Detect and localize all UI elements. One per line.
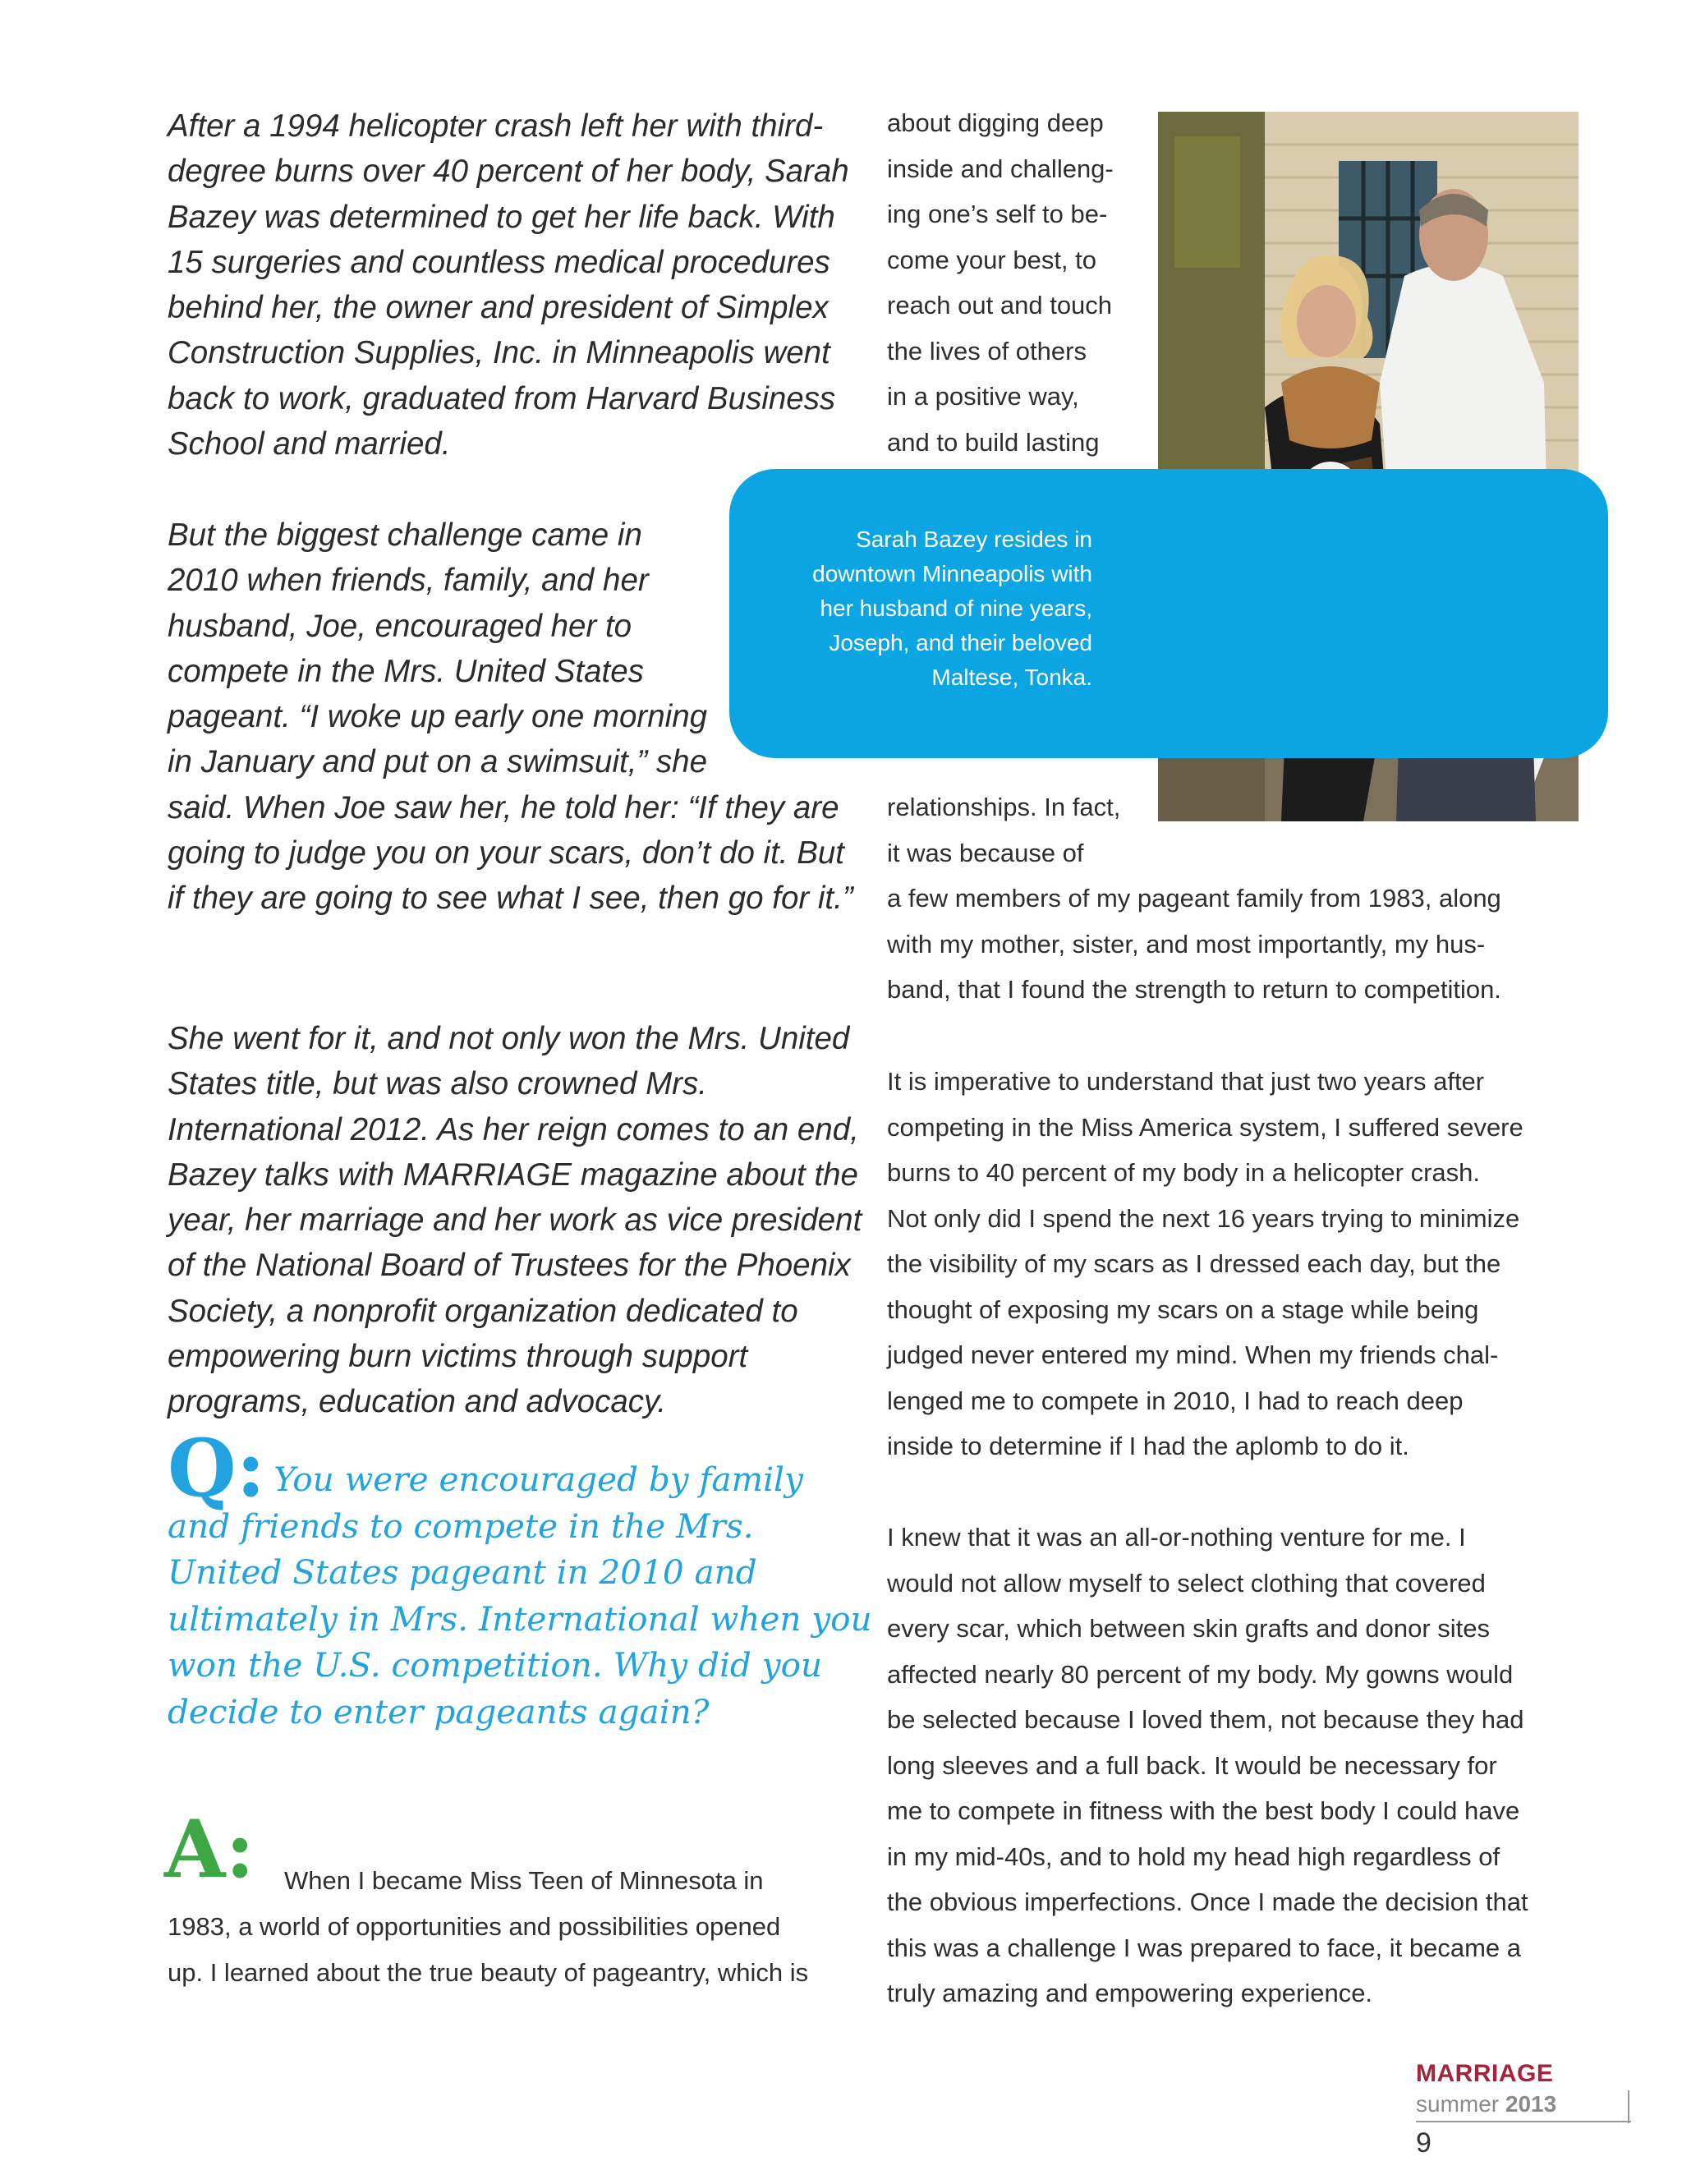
answer-p3-line: affected nearly 80 percent of my body. My gowns would <box>887 1659 1514 1689</box>
question-letter: Q: <box>168 1422 266 1515</box>
footer-magazine-name: MARRIAGE <box>1416 2060 1554 2087</box>
footer-divider-tick <box>1628 2090 1629 2123</box>
answer-left-column <box>168 1904 874 1995</box>
answer-right-top <box>887 100 1158 465</box>
answer-right-line: it was because of <box>887 838 1084 867</box>
page-number: 9 <box>1416 2127 1432 2159</box>
question-block <box>168 1422 874 1735</box>
answer-p2-line: judged never entered my mind. When my friends chal- <box>887 1340 1499 1369</box>
intro-para2-rest: said. When Joe saw her, he told her: “If they are going to judge you on your scars, don’t do it. But if they are going to see what I see, then go for it.” <box>168 789 853 917</box>
answer-p2-line: competing in the Miss America system, I suffered severe <box>887 1112 1523 1142</box>
answer-right-line: a few members of my pageant family from 1983, along <box>887 884 1501 913</box>
answer-paragraph-2 <box>887 1059 1610 1469</box>
answer-left-line: 1983, a world of opportunities and possibilities opened <box>168 1912 781 1941</box>
answer-p3-line: in my mid-40s, and to hold my head high regardless of <box>887 1841 1500 1871</box>
intro-paragraph-1: After a 1994 helicopter crash left her with third-degree burns over 40 percent of her body, Sarah Bazey was determined to get her life back. With 15 surgeries and countless medical procedures behind her, the owner and president of Simplex Construction Supplies, Inc. in Minneapolis went back to work, graduated from Harvard Business School and married. <box>168 108 849 462</box>
footer-year: 2013 <box>1505 2091 1557 2117</box>
answer-right-line: about digging deep <box>887 108 1104 137</box>
answer-right-line: with my mother, sister, and most importantly, my hus- <box>887 929 1486 959</box>
answer-first-line: When I became Miss Teen of Minnesota in <box>284 1866 764 1895</box>
answer-p2-line: inside to determine if I had the aplomb to do it. <box>887 1432 1409 1460</box>
answer-right-line: relationships. In fact, <box>887 793 1121 821</box>
answer-p3-line: I knew that it was an all-or-nothing venture for me. I <box>887 1523 1466 1552</box>
footer-divider <box>1416 2121 1631 2122</box>
intro-para2-line: in January and put on a swimsuit,” she <box>168 744 707 780</box>
intro-para2-line: 2010 when friends, family, and her <box>168 563 649 599</box>
answer-left-line: up. I learned about the true beauty of pageantry, which is <box>168 1957 809 1987</box>
answer-right-line: and to build lasting <box>887 427 1100 457</box>
answer-p2-line: Not only did I spend the next 16 years trying to minimize <box>887 1203 1520 1233</box>
answer-p2-line: It is imperative to understand that just two years after <box>887 1067 1485 1096</box>
answer-p2-line: thought of exposing my scars on a stage while being <box>887 1294 1479 1324</box>
intro-para2-line: But the biggest challenge came in <box>168 517 642 553</box>
answer-letter: A: <box>164 1803 255 1896</box>
caption-line: her husband of nine years, <box>820 595 1092 621</box>
answer-p2-line: burns to 40 percent of my body in a helicopter crash. <box>887 1158 1481 1187</box>
question-text: You were encouraged by family and friends to compete in the Mrs. United States pageant in 2010 and ultimately in Mrs. International when you won the U.S. competition. Why did you decide to enter pageants again? <box>168 1460 872 1731</box>
answer-p3-line: truly amazing and empowering experience. <box>887 1979 1373 2007</box>
footer-season: summer <box>1416 2091 1500 2117</box>
answer-right-line: inside and challeng- <box>887 154 1114 183</box>
caption-line: Joseph, and their beloved <box>829 630 1092 655</box>
intro-para2-line: husband, Joe, encouraged her to <box>168 608 632 644</box>
answer-p2-line: the visibility of my scars as I dressed each day, but the <box>887 1249 1501 1278</box>
answer-paragraph-3 <box>887 1515 1610 2016</box>
answer-right-line: ing one’s self to be- <box>887 200 1108 228</box>
answer-p3-line: the obvious imperfections. Once I made the decision that <box>887 1887 1528 1916</box>
answer-right-line: in a positive way, <box>887 382 1079 411</box>
answer-right-line: reach out and touch <box>887 291 1113 320</box>
answer-p3-line: me to compete in fitness with the best body I could have <box>887 1796 1520 1825</box>
answer-right-line: come your best, to <box>887 245 1097 274</box>
answer-p3-line: would not allow myself to select clothing that covered <box>887 1568 1486 1598</box>
footer-issue <box>1416 2091 1556 2117</box>
answer-right-line: band, that I found the strength to return to competition. <box>887 975 1501 1004</box>
answer-right-middle <box>887 784 1610 1013</box>
answer-p3-line: be selected because I loved them, not because they had <box>887 1705 1524 1734</box>
photo-caption <box>739 522 1092 695</box>
intro-para2-line: pageant. “I woke up early one morning <box>168 699 708 735</box>
answer-p3-line: long sleeves and a full back. It would be necessary for <box>887 1750 1497 1780</box>
answer-p2-line: lenged me to compete in 2010, I had to reach deep <box>887 1386 1464 1415</box>
caption-line: downtown Minneapolis with <box>812 561 1092 586</box>
answer-right-line: the lives of others <box>887 336 1087 366</box>
answer-p3-line: every scar, which between skin grafts and donor sites <box>887 1614 1491 1643</box>
intro-paragraph-3: She went for it, and not only won the Mrs. United States title, but was also crowned Mrs. International 2012. As her reign comes to an end, Bazey talks with MARRIAGE magazine about the year, her marriage and her work as vice president of the National Board of Trustees for the Phoenix Society, a nonprofit organization dedicated to empowering burn victims through support programs, education and advocacy. <box>168 1021 862 1420</box>
answer-p3-line: this was a challenge I was prepared to face, it became a <box>887 1933 1521 1962</box>
caption-line: Sarah Bazey resides in <box>856 526 1092 552</box>
caption-line: Maltese, Tonka. <box>931 664 1092 690</box>
intro-para2-line: compete in the Mrs. United States <box>168 653 644 689</box>
